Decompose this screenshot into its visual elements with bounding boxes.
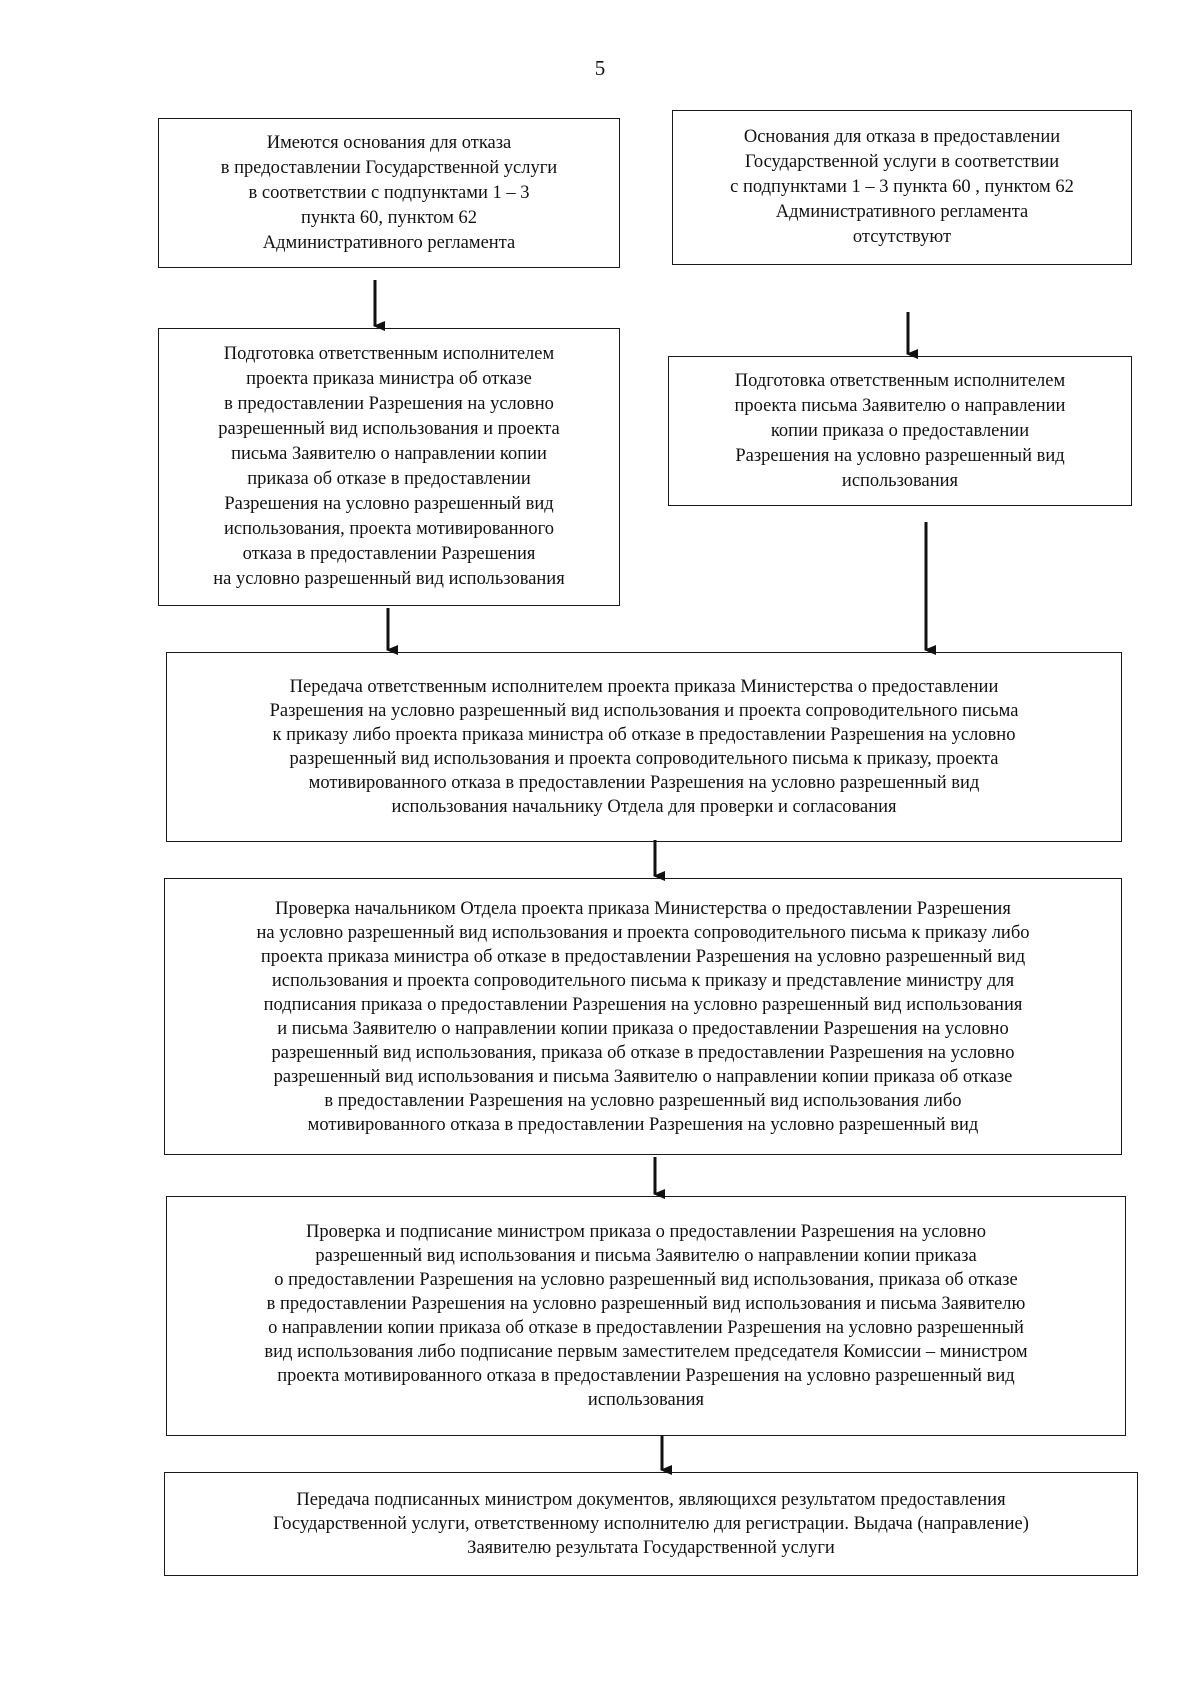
box-text-line: Административного регламента [775,202,1029,222]
box-text-line: Разрешения на условно разрешенный вид [224,494,554,514]
box-text-line: отсутствуют [852,227,952,247]
box-text-line: проекта приказа министра об отказе в предоставлении Разрешения на условно разрешенный вид [260,946,1026,967]
box-text-line: Разрешения на условно разрешенный вид использования и проекта сопроводительного письма [269,701,1019,721]
box-text-line: проекта мотивированного отказа в предоставлении Разрешения на условно разрешенный вид [277,1366,1015,1386]
box-text-line: Разрешения на условно разрешенный вид [735,445,1065,466]
box-text-line: Административного регламента [262,232,516,253]
box-text-line: использования и проекта сопроводительного письма к приказу и представление министру для [271,970,1015,991]
box-text-line: в предоставлении Разрешения на условно [224,394,554,414]
box-text-line: о направлении копии приказа об отказе в предоставлении Разрешения на условно разрешенный [268,1318,1024,1338]
box-text-line: Проверка и подписание министром приказа о предоставлении Разрешения на условно [306,1222,986,1242]
box-text-line: с подпунктами 1 – 3 пункта 60 , пунктом 62 [730,177,1074,197]
box-text-line: о предоставлении Разрешения на условно разрешенный вид использования, приказа об отказе [274,1270,1018,1290]
box-text-line: вид использования либо подписание первым заместителем председателя Комиссии – министром [264,1342,1028,1362]
box-text-line: приказа об отказе в предоставлении [247,469,531,489]
box-text-line: пункта 60, пунктом 62 [300,207,478,228]
box-text-line: и письма Заявителю о направлении копии приказа о предоставлении Разрешения на условно [277,1018,1009,1039]
box-text-line: Имеются основания для отказа [266,132,512,153]
box-text-line: отказа в предоставлении Разрешения [242,544,536,564]
box-text-line: использования начальнику Отдела для проверки и согласования [391,797,897,817]
box-text-line: Подготовка ответственным исполнителем [223,344,555,364]
box-text-line: в предоставлении Разрешения на условно разрешенный вид использования и письма Заявителю [266,1294,1026,1314]
box-text-line: копии приказа о предоставлении [770,420,1030,441]
box-text-line: на условно разрешенный вид использования [213,569,565,589]
box-text-line: Проверка начальником Отдела проекта приказа Министерства о предоставлении Разрешения [275,898,1011,919]
box-text-line: Передача подписанных министром документов, являющихся результатом предоставления [296,1490,1006,1510]
box-text-line: проекта приказа министра об отказе [246,369,532,389]
box-text-line: Государственной услуги в соответствии [744,152,1060,172]
box-text-line: использования, проекта мотивированного [223,519,555,539]
box-text-line: использования [587,1390,705,1410]
box-text-line: письма Заявителю о направлении копии [231,444,547,464]
box-text-line: разрешенный вид использования, приказа об отказе в предоставлении Разрешения на условно [271,1042,1015,1063]
box-text-line: использования [841,470,959,491]
box-text-line: мотивированного отказа в предоставлении Разрешения на условно разрешенный вид [307,1114,979,1135]
page-number: 5 [594,56,606,80]
box-text-line: Подготовка ответственным исполнителем [734,370,1066,391]
box-text-line: подписания приказа о предоставлении Разрешения на условно разрешенный вид использования [263,994,1023,1015]
box-text-line: разрешенный вид использования и письма Заявителю о направлении копии приказа об отказе [273,1066,1013,1087]
box-text-line: на условно разрешенный вид использования и проекта сопроводительного письма к приказу либо [256,922,1030,943]
box-text-line: проекта письма Заявителю о направлении [734,395,1066,416]
box-text-line: разрешенный вид использования и проекта сопроводительного письма к приказу, проекта [289,749,999,769]
box-text-line: мотивированного отказа в предоставлении Разрешения на условно разрешенный вид [308,773,980,793]
box-text-line: Основания для отказа в предоставлении [743,127,1061,147]
box-text-line: Государственной услуги, ответственному исполнителю для регистрации. Выдача (направление) [273,1514,1029,1534]
box-text-line: в предоставлении Разрешения на условно разрешенный вид использования либо [324,1090,962,1111]
box-text-line: разрешенный вид использования и проекта [218,419,560,439]
box-text-line: Заявителю результата Государственной услуги [467,1538,835,1558]
box-text-line: в предоставлении Государственной услуги [220,157,558,178]
box-text-line: к приказу либо проекта приказа министра об отказе в предоставлении Разрешения на условно [272,725,1016,745]
box-text-line: Передача ответственным исполнителем проекта приказа Министерства о предоставлении [289,677,999,697]
box-text-line: в соответствии с подпунктами 1 – 3 [248,182,530,203]
box-text-line: разрешенный вид использования и письма Заявителю о направлении копии приказа [315,1246,977,1266]
